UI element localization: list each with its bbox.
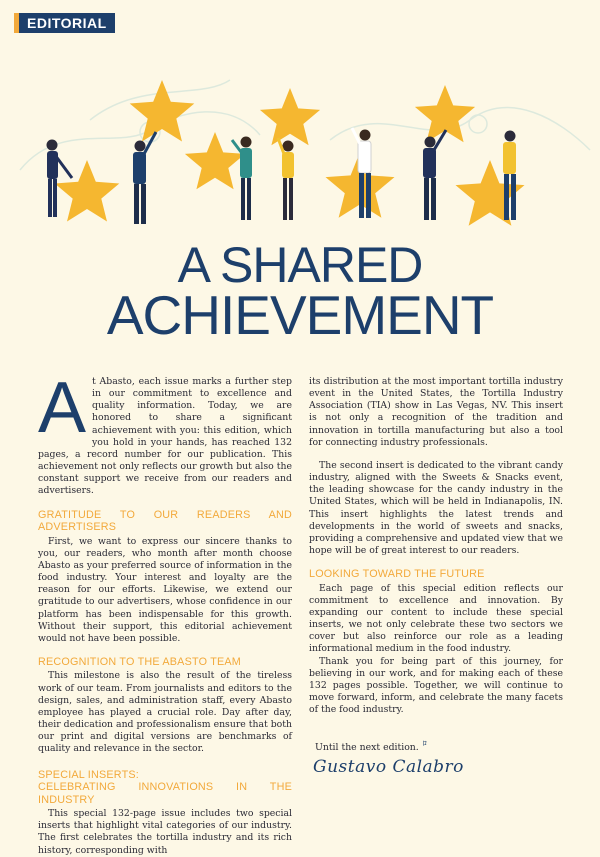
subheading-gratitude: GRATITUDE TO OUR READERS AND ADVERTISERS	[38, 508, 292, 534]
intro-text: t Abasto, each issue marks a further step in our commitment to excellence and quality information. Today, we are honored to share a significant achievement with you: this edition, which you hold in your hands, has reached 132 pages, a record number for our publication. This achievement not only reflects our growth but also the constant support we receive from our readers and advertisers.	[38, 376, 292, 497]
paragraph-future: Each page of this special edition reflects our commitment to excellence and innovation. By expanding our content to include these special inserts, we not only celebrate these two sectors we cover but also reinforce our role as a leading informational medium in the food industry.	[309, 582, 563, 655]
subheading-inserts-line-1: SPECIAL INSERTS:	[38, 768, 140, 781]
person-icon	[133, 132, 156, 224]
subheading-future: LOOKING TOWARD THE FUTURE	[309, 568, 485, 581]
paragraph-tortilla: its distribution at the most important tortilla industry event in the United States, the Tortilla Industry Association (TIA) show in Las Vegas, NV. This insert is not only a recognition of the tradition and innovation in tortilla manufacturing but also a tool for connecting industry professionals.	[309, 376, 563, 448]
section-tag: EDITORIAL	[14, 13, 115, 33]
headline-line-1: A SHARED	[177, 237, 423, 293]
paragraph-candy: The second insert is dedicated to the vibrant candy industry, aligned with the Sweets & Snacks event, the leading showcase for the candy industry in the United States, which will be held in Indianapolis, IN. This insert highlights the latest trends and developments in the world of sweets and snacks, providing a comprehensive and updated view that we hope will be of great interest to our readers.	[309, 459, 563, 557]
person-icon	[278, 138, 294, 220]
end-mark-icon: ﾛ	[422, 739, 427, 749]
person-icon	[503, 131, 516, 221]
headline-line-2: ACHIEVEMENT	[106, 284, 494, 346]
closing-text: Until the next edition.	[315, 742, 419, 754]
subheading-inserts-line-2: CELEBRATING INNOVATIONS IN THE INDUSTRY	[38, 781, 292, 806]
paragraph-gratitude: First, we want to express our sincere thanks to you, our readers, who month after month choose Abasto as your preferred source of information in the food industry. Your interest and loyalty are the reason for our efforts. Likewise, we extend our gratitude to our advertisers, whose confidence in our platform has been indispensable for this growth. Without their support, this editorial achievement would not have been possible.	[38, 535, 292, 644]
star-icon	[260, 88, 320, 145]
article-column-left	[38, 368, 292, 857]
paragraph-thanks: Thank you for being part of this journey, for believing in our work, and for making each of these 132 pages possible. Together, we will continue to move forward, inform, and celebrate the many facets of the food industry.	[309, 655, 563, 716]
paragraph-team: This milestone is also the result of the tireless work of our team. From journalists and editors to the design, sales, and administration staff, every Abasto employee has played a crucial role. Day after day, their dedication and professionalism ensure that both our print and digital versions are benchmarks of quality and relevance in the sector.	[38, 670, 292, 755]
subheading-inserts	[38, 769, 292, 807]
person-icon	[232, 137, 252, 221]
signature: Gustavo Calabro	[313, 756, 464, 777]
hero-illustration	[0, 60, 600, 240]
article-column-right	[309, 376, 563, 777]
drop-cap: A	[38, 368, 87, 448]
closing-line	[315, 738, 563, 754]
star-icon	[185, 132, 245, 189]
person-icon	[47, 140, 73, 218]
paragraph-inserts: This special 132-page issue includes two special inserts that highlight vital categories of our industry. The first celebrates the tortilla industry and its rich history, corresponding with	[38, 808, 292, 856]
person-icon	[423, 130, 446, 220]
paragraph-intro	[38, 368, 292, 498]
subheading-team: RECOGNITION TO THE ABASTO TEAM	[38, 655, 241, 668]
